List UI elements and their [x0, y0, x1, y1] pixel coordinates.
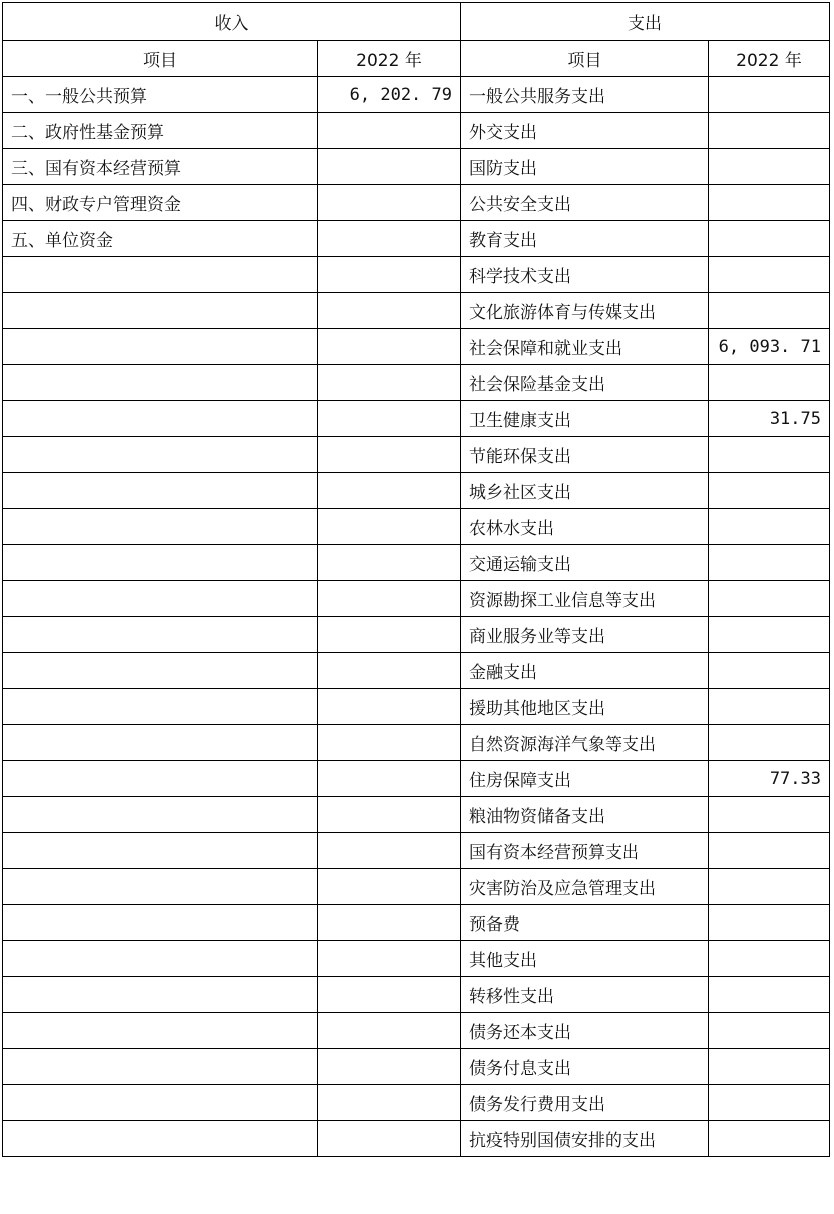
income-item-cell	[3, 869, 318, 905]
table-body	[3, 77, 830, 1157]
table-row	[3, 977, 830, 1013]
income-value-cell	[318, 1013, 461, 1049]
expense-value-cell	[709, 617, 830, 653]
table-row	[3, 941, 830, 977]
income-item-cell	[3, 1013, 318, 1049]
expense-value-cell	[709, 509, 830, 545]
expense-value-cell	[709, 1085, 830, 1121]
expense-value-cell	[709, 1013, 830, 1049]
expense-value-cell: 6, 093. 71	[709, 329, 830, 365]
income-item-header: 项目	[3, 41, 318, 77]
income-value-cell	[318, 653, 461, 689]
expense-value-cell: 31.75	[709, 401, 830, 437]
income-value-cell	[318, 725, 461, 761]
table-row	[3, 437, 830, 473]
expense-value-cell	[709, 221, 830, 257]
expense-value-cell	[709, 977, 830, 1013]
income-value-cell	[318, 1121, 461, 1157]
expense-item-cell: 粮油物资储备支出	[461, 797, 709, 833]
expense-item-cell: 一般公共服务支出	[461, 77, 709, 113]
expense-item-cell: 科学技术支出	[461, 257, 709, 293]
table-row	[3, 257, 830, 293]
income-item-cell	[3, 689, 318, 725]
income-item-cell: 四、财政专户管理资金	[3, 185, 318, 221]
expense-value-cell	[709, 1121, 830, 1157]
expense-item-cell: 城乡社区支出	[461, 473, 709, 509]
expense-value-cell	[709, 1049, 830, 1085]
income-item-cell	[3, 257, 318, 293]
income-value-cell	[318, 185, 461, 221]
income-item-cell	[3, 545, 318, 581]
expense-value-cell	[709, 113, 830, 149]
expense-item-cell: 商业服务业等支出	[461, 617, 709, 653]
table-row	[3, 1085, 830, 1121]
expense-item-cell: 节能环保支出	[461, 437, 709, 473]
income-value-cell	[318, 293, 461, 329]
expense-item-cell: 自然资源海洋气象等支出	[461, 725, 709, 761]
income-value-cell	[318, 221, 461, 257]
expense-value-cell	[709, 257, 830, 293]
table-row	[3, 653, 830, 689]
table-row	[3, 869, 830, 905]
income-value-cell	[318, 761, 461, 797]
table-row	[3, 617, 830, 653]
expense-value-cell: 77.33	[709, 761, 830, 797]
expense-item-cell: 农林水支出	[461, 509, 709, 545]
group-header-row	[3, 3, 830, 41]
income-item-cell	[3, 293, 318, 329]
income-item-cell	[3, 617, 318, 653]
expense-value-cell	[709, 869, 830, 905]
table-row	[3, 185, 830, 221]
expense-value-cell	[709, 581, 830, 617]
expense-value-cell	[709, 365, 830, 401]
income-year-header: 2022 年	[318, 41, 461, 77]
expense-value-cell	[709, 941, 830, 977]
expense-value-cell	[709, 725, 830, 761]
income-item-cell	[3, 653, 318, 689]
expense-item-cell: 债务还本支出	[461, 1013, 709, 1049]
income-item-cell	[3, 473, 318, 509]
expense-header: 支出	[461, 3, 830, 41]
income-item-cell	[3, 797, 318, 833]
table-row	[3, 473, 830, 509]
income-item-cell: 五、单位资金	[3, 221, 318, 257]
table-row	[3, 905, 830, 941]
expense-item-header: 项目	[461, 41, 709, 77]
income-value-cell	[318, 257, 461, 293]
expense-item-cell: 公共安全支出	[461, 185, 709, 221]
income-item-cell	[3, 401, 318, 437]
expense-item-cell: 国有资本经营预算支出	[461, 833, 709, 869]
expense-value-cell	[709, 653, 830, 689]
table-row	[3, 113, 830, 149]
expense-item-cell: 资源勘探工业信息等支出	[461, 581, 709, 617]
income-value-cell	[318, 833, 461, 869]
expense-item-cell: 灾害防治及应急管理支出	[461, 869, 709, 905]
income-item-cell	[3, 329, 318, 365]
expense-item-cell: 其他支出	[461, 941, 709, 977]
income-item-cell: 一、一般公共预算	[3, 77, 318, 113]
income-value-cell	[318, 617, 461, 653]
expense-value-cell	[709, 293, 830, 329]
expense-item-cell: 交通运输支出	[461, 545, 709, 581]
income-value-cell: 6, 202. 79	[318, 77, 461, 113]
income-item-cell	[3, 761, 318, 797]
expense-year-header: 2022 年	[709, 41, 830, 77]
table-row	[3, 77, 830, 113]
expense-value-cell	[709, 833, 830, 869]
expense-item-cell: 金融支出	[461, 653, 709, 689]
table-row	[3, 1013, 830, 1049]
expense-value-cell	[709, 689, 830, 725]
table-row	[3, 293, 830, 329]
income-value-cell	[318, 797, 461, 833]
table-row	[3, 761, 830, 797]
income-value-cell	[318, 113, 461, 149]
income-value-cell	[318, 329, 461, 365]
income-value-cell	[318, 509, 461, 545]
income-item-cell	[3, 1085, 318, 1121]
income-item-cell	[3, 1049, 318, 1085]
expense-item-cell: 债务付息支出	[461, 1049, 709, 1085]
table-row	[3, 545, 830, 581]
expense-item-cell: 抗疫特别国债安排的支出	[461, 1121, 709, 1157]
income-item-cell	[3, 977, 318, 1013]
expense-value-cell	[709, 149, 830, 185]
expense-value-cell	[709, 437, 830, 473]
expense-item-cell: 国防支出	[461, 149, 709, 185]
income-value-cell	[318, 365, 461, 401]
income-item-cell	[3, 581, 318, 617]
table-row	[3, 329, 830, 365]
expense-item-cell: 社会保险基金支出	[461, 365, 709, 401]
expense-item-cell: 预备费	[461, 905, 709, 941]
income-value-cell	[318, 1049, 461, 1085]
expense-value-cell	[709, 77, 830, 113]
table-row	[3, 365, 830, 401]
expense-value-cell	[709, 185, 830, 221]
income-item-cell	[3, 833, 318, 869]
income-item-cell	[3, 1121, 318, 1157]
income-item-cell	[3, 725, 318, 761]
income-value-cell	[318, 401, 461, 437]
income-value-cell	[318, 1085, 461, 1121]
income-value-cell	[318, 977, 461, 1013]
table-row	[3, 1049, 830, 1085]
table-row	[3, 221, 830, 257]
expense-item-cell: 住房保障支出	[461, 761, 709, 797]
income-value-cell	[318, 437, 461, 473]
table-row	[3, 833, 830, 869]
expense-value-cell	[709, 473, 830, 509]
income-value-cell	[318, 545, 461, 581]
income-header: 收入	[3, 3, 461, 41]
table-row	[3, 725, 830, 761]
column-header-row	[3, 41, 830, 77]
income-value-cell	[318, 869, 461, 905]
expense-item-cell: 教育支出	[461, 221, 709, 257]
income-item-cell	[3, 437, 318, 473]
expense-value-cell	[709, 797, 830, 833]
expense-item-cell: 卫生健康支出	[461, 401, 709, 437]
expense-item-cell: 社会保障和就业支出	[461, 329, 709, 365]
expense-item-cell: 债务发行费用支出	[461, 1085, 709, 1121]
income-value-cell	[318, 473, 461, 509]
budget-table	[2, 2, 830, 1157]
table-row	[3, 689, 830, 725]
income-item-cell	[3, 509, 318, 545]
expense-value-cell	[709, 905, 830, 941]
income-value-cell	[318, 689, 461, 725]
expense-item-cell: 转移性支出	[461, 977, 709, 1013]
table-row	[3, 509, 830, 545]
income-value-cell	[318, 149, 461, 185]
income-item-cell	[3, 905, 318, 941]
table-row	[3, 149, 830, 185]
table-row	[3, 401, 830, 437]
income-item-cell: 三、国有资本经营预算	[3, 149, 318, 185]
income-value-cell	[318, 905, 461, 941]
income-value-cell	[318, 581, 461, 617]
income-item-cell	[3, 365, 318, 401]
table-row	[3, 797, 830, 833]
table-row	[3, 581, 830, 617]
income-item-cell: 二、政府性基金预算	[3, 113, 318, 149]
table-row	[3, 1121, 830, 1157]
expense-value-cell	[709, 545, 830, 581]
expense-item-cell: 外交支出	[461, 113, 709, 149]
expense-item-cell: 文化旅游体育与传媒支出	[461, 293, 709, 329]
income-item-cell	[3, 941, 318, 977]
expense-item-cell: 援助其他地区支出	[461, 689, 709, 725]
income-value-cell	[318, 941, 461, 977]
